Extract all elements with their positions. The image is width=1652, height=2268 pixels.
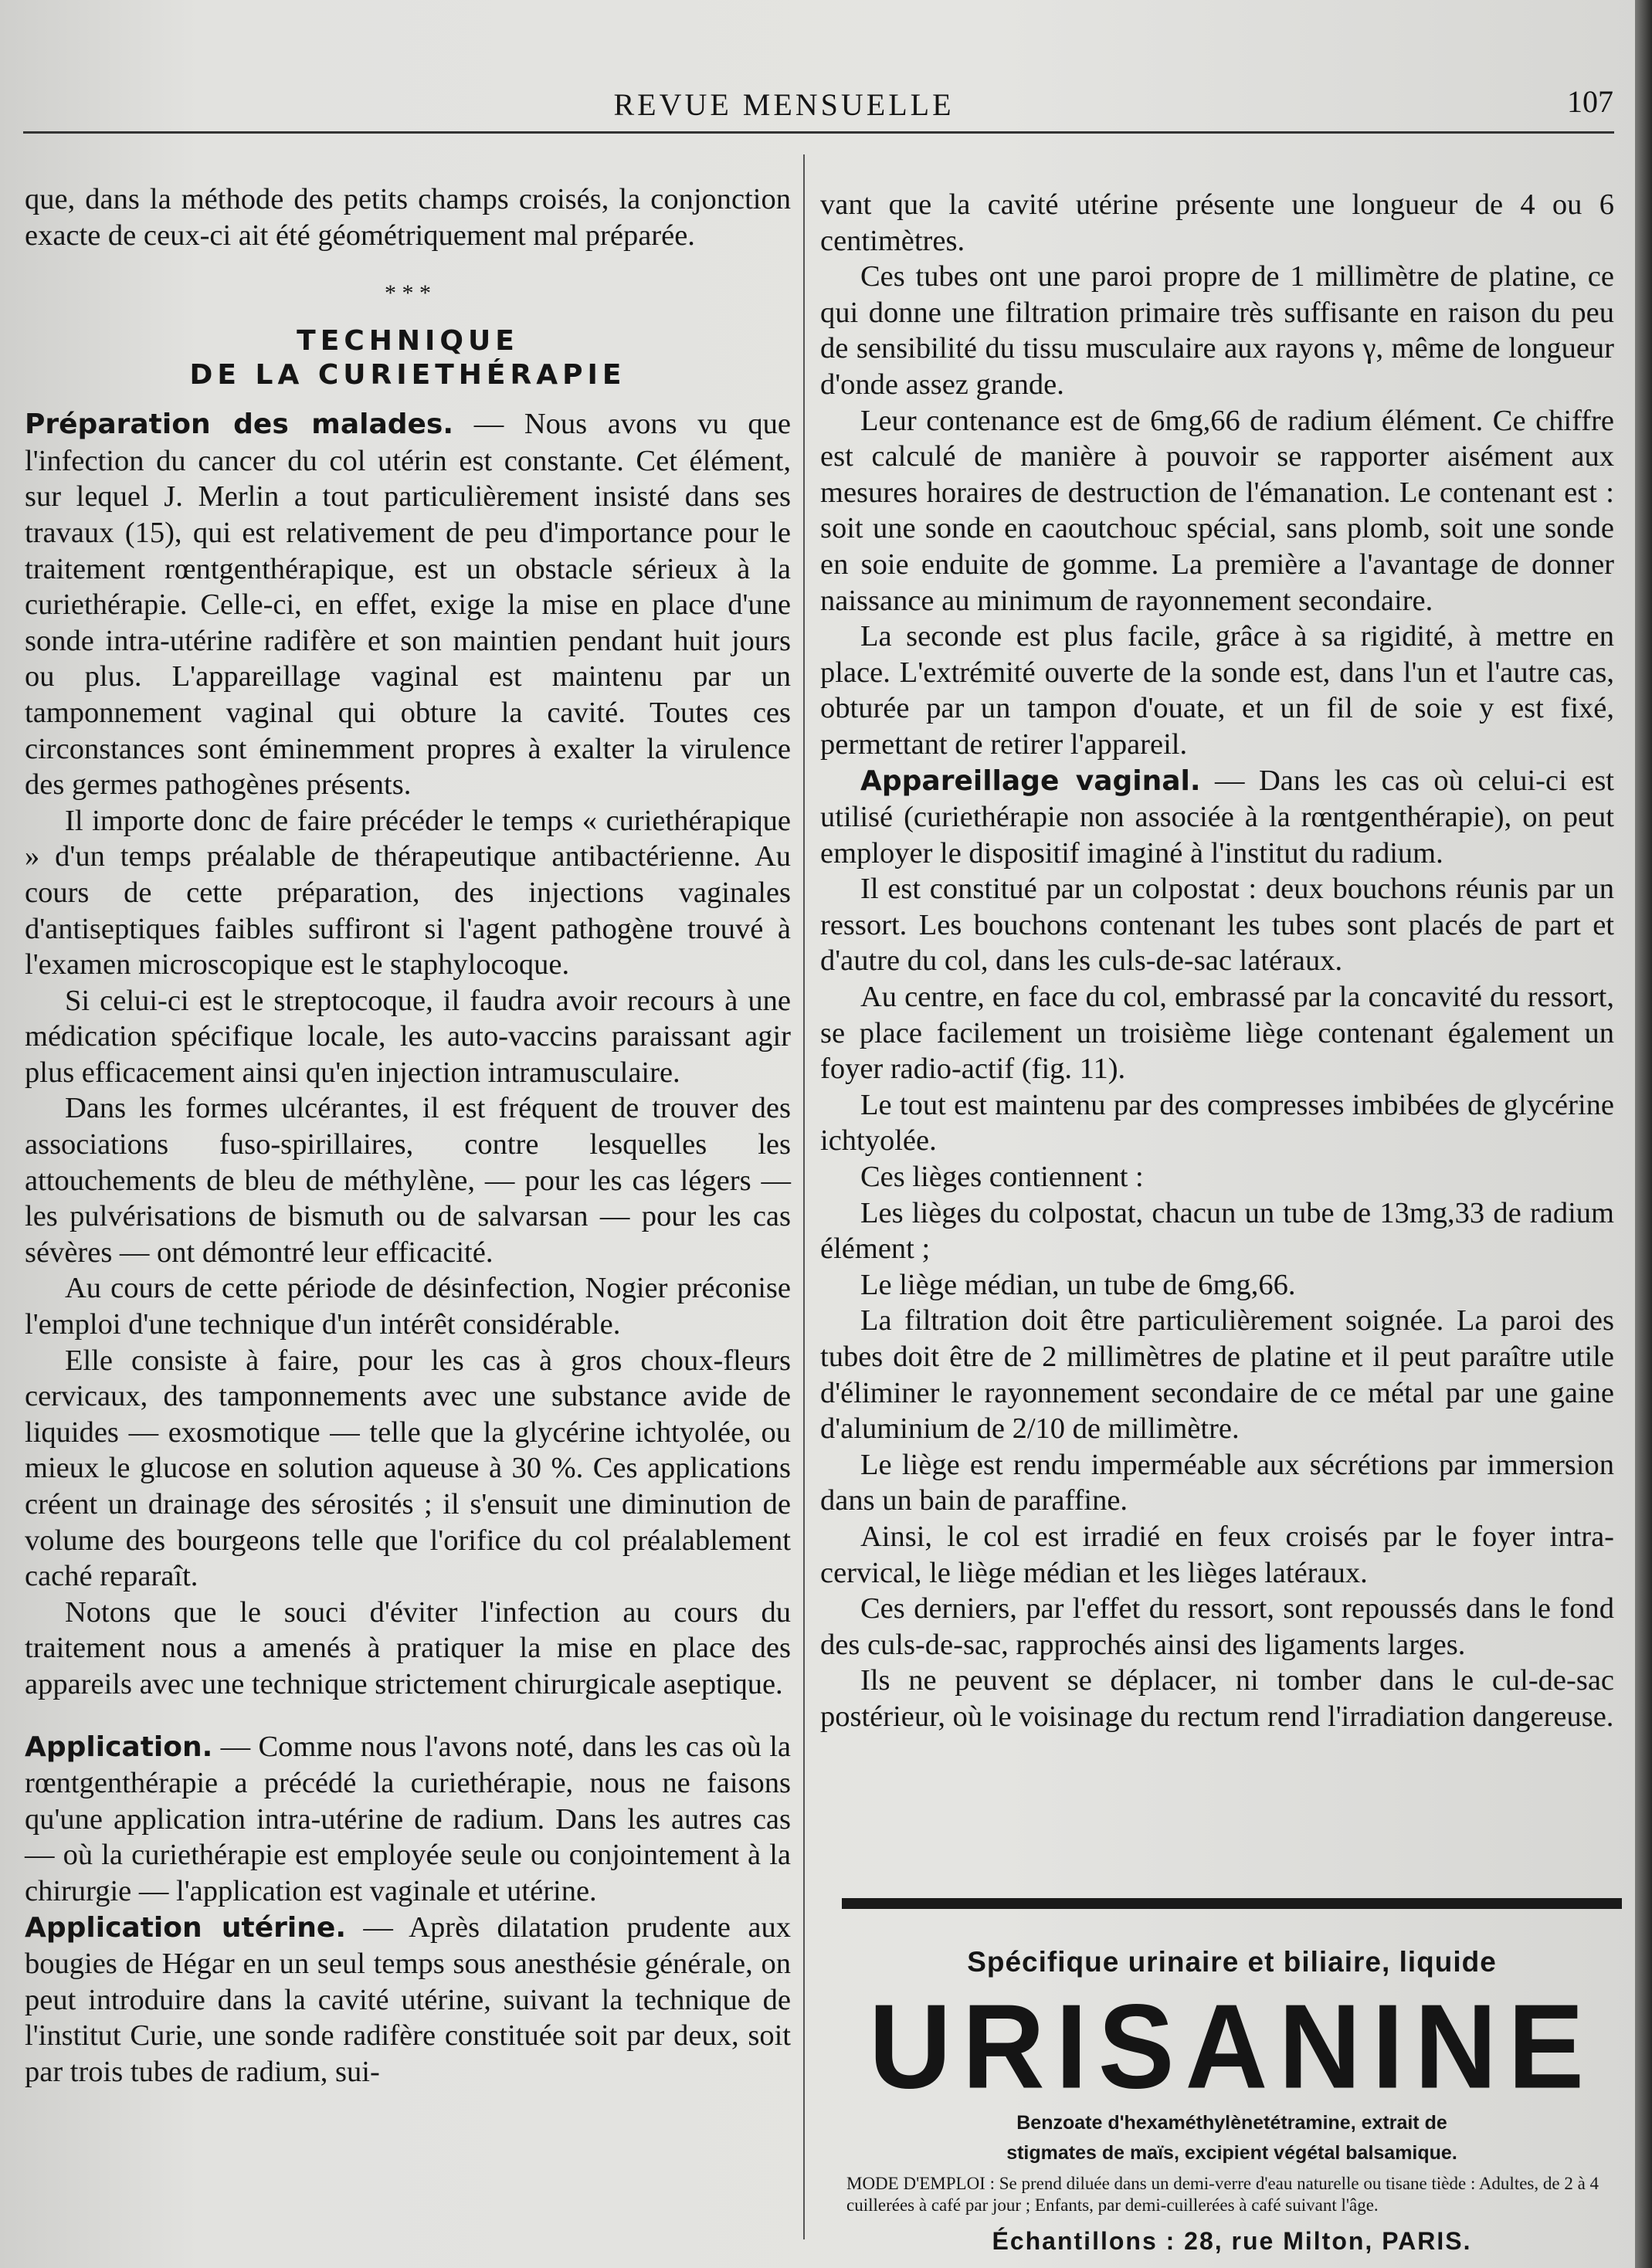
paragraph: Ils ne peuvent se déplacer, ni tomber dans le cul-de-sac postérieur, où le voisinage du rectum rend l'irradiation dangereuse.: [820, 1664, 1614, 1733]
ad-composition-line-2: stigmates de maïs, excipient végétal balsamique.: [1006, 2142, 1457, 2164]
right-column: [820, 187, 1614, 1735]
column-divider: [803, 154, 805, 2239]
paragraph: Elle consiste à faire, pour les cas à gros choux-fleurs cervicaux, des tamponnements avec une substance avide de liquides — exosmotique — telle que la glycérine ichtyolée, ou mieux le glucose en solution aqueuse à 30 %. Ces applications créent un drainage des sérosités ; il s'ensuit une diminution de volume des bourgeons telle que l'orifice du col préalablement caché reparaît.: [25, 1344, 791, 1593]
paragraph-text: — Après dilatation prudente aux bougies de Hégar en un seul temps sous anesthésie générale, on peut introduire dans la cavité utérine, suivant la technique de l'institut Curie, une sonde radifère constituée soit par deux, soit par trois tubes de radium, sui-: [25, 1910, 791, 2088]
subheading-appareillage-vaginal: Appareillage vaginal.: [860, 764, 1201, 797]
paragraph: Le liège médian, un tube de 6mg,66.: [860, 1268, 1296, 1301]
paragraph: vant que la cavité utérine présente une longueur de 4 ou 6 centimètres.: [820, 188, 1614, 257]
paragraph: Leur contenance est de 6mg,66 de radium élément. Ce chiffre est calculé de manière à pouvoir se rapporter aisément aux mesures horaires de destruction de l'émanation. Le contenant est : soit une sonde en caoutchouc spécial, sans plomb, soit une sonde en soie enduite de gomme. La première a l'avantage de donner naissance au minimum de rayonnement secondaire.: [820, 404, 1614, 617]
paragraph: Ces derniers, par l'effet du ressort, sont repoussés dans le fond des culs-de-sac, rapprochés ainsi des ligaments larges.: [820, 1592, 1614, 1661]
paragraph: Ainsi, le col est irradié en feux croisés par le foyer intra-cervical, le liège médian et les lièges latéraux.: [820, 1520, 1614, 1589]
section-title-line-2: DE LA CURIETHÉRAPIE: [189, 359, 626, 392]
paragraph-text: — Nous avons vu que l'infection du cancer du col utérin est constante. Cet élément, sur lequel J. Merlin a tout particulièrement insisté dans ses travaux (15), qui est relativement de peu d'importance pour le traitement rœntgenthérapique, est un obstacle sérieux à la curiethérapie. Celle-ci, en effet, exige la mise en place d'une sonde intra-utérine radifère et son maintien pendant huit jours ou plus. L'appareillage vaginal est maintenu par un tamponnement vaginal qui obture la cavité. Toutes ces circonstances sont éminemment propres à exalter la virulence des germes pathogènes présents.: [25, 408, 792, 802]
paragraph-text: — Comme nous l'avons noté, dans les cas où la rœntgenthérapie a précédé la curiethérapie, nous ne faisons qu'une application intra-utérine de radium. Dans les autres cas — où la curiethérapie est employée seule ou conjointement à la chirurgie — l'application est vaginale et utérine.: [25, 1730, 791, 1907]
paragraph: Il est constitué par un colpostat : deux bouchons réunis par un ressort. Les bouchons contenant les tubes sont placés de part et d'autre du col, dans les culs-de-sac latéraux.: [820, 873, 1614, 978]
ad-tagline: Spécifique urinaire et biliaire, liquide: [967, 1946, 1497, 1978]
spacer: [25, 1703, 791, 1729]
paragraph: que, dans la méthode des petits champs croisés, la conjonction exacte de ceux-ci ait été géométriquement mal préparée.: [25, 183, 791, 252]
left-column: [25, 181, 791, 2090]
paragraph-appareillage: [820, 763, 1614, 872]
paragraph-application: [25, 1729, 791, 1910]
paragraph: Dans les formes ulcérantes, il est fréquent de trouver des associations fuso-spirillaires, contre lesquelles les attouchements de bleu de méthylène, — pour les cas légers — les pulvérisations de bismuth ou de salvarsan — pour les cas sévères — ont démontré leur efficacité.: [25, 1092, 791, 1269]
subheading-application: Application.: [25, 1731, 213, 1763]
paragraph: Le tout est maintenu par des compresses imbibées de glycérine ichtyolée.: [820, 1088, 1614, 1158]
ad-brand-name: URISANINE: [868, 1979, 1596, 2114]
section-title-line-1: TECHNIQUE: [297, 325, 519, 358]
paragraph: Ces lièges contiennent :: [860, 1161, 1144, 1194]
paragraph-application-uterine: [25, 1910, 791, 2090]
binding-edge: [1635, 0, 1652, 2268]
paragraph: Notons que le souci d'éviter l'infection au cours du traitement nous a amenés à pratiquer la mise en place des appareils avec une technique strictement chirurgicale aseptique.: [25, 1595, 791, 1700]
paragraph-preparation: [25, 406, 791, 803]
paragraph: Ces tubes ont une paroi propre de 1 millimètre de platine, ce qui donne une filtration primaire très suffisante en raison du peu de sensibilité du tissu musculaire aux rayons γ, même de longueur d'onde assez grande.: [820, 260, 1614, 401]
spacer: [25, 392, 791, 406]
subheading-preparation: Préparation des malades.: [25, 409, 454, 441]
advertisement-top-rule: [842, 1898, 1622, 1909]
ad-composition-line-1: Benzoate d'hexaméthylènetétramine, extrait de: [1016, 2112, 1447, 2134]
paragraph: Les lièges du colpostat, chacun un tube de 13mg,33 de radium élément ;: [820, 1196, 1614, 1266]
paragraph-text: — Dans les cas où celui-ci est utilisé (curiethérapie non associée à la rœntgenthérapie), on peut employer le dispositif imaginé à l'institut du radium.: [820, 764, 1615, 870]
subheading-application-uterine: Application utérine.: [25, 1911, 346, 1944]
paragraph: Le liège est rendu imperméable aux sécrétions par immersion dans un bain de paraffine.: [820, 1448, 1614, 1517]
ad-usage-instructions: MODE D'EMPLOI : Se prend diluée dans un demi-verre d'eau naturelle ou tisane tiède : Adultes, de 2 à 4 cuillerées à café par jour ; Enfants, par demi-cuillerées à café suivant l'âge.: [846, 2174, 1599, 2215]
running-header-title: REVUE MENSUELLE: [613, 87, 955, 122]
header-rule: [23, 131, 1614, 134]
paragraph: Au cours de cette période de désinfection, Nogier préconise l'emploi d'une technique d'un intérêt considérable.: [25, 1272, 791, 1341]
paragraph: Il importe donc de faire précéder le temps « curiethérapique » d'un temps préalable de thérapeutique antibactérienne. Au cours de cette préparation, des injections vaginales d'antiseptiques faibles suffiront si l'agent pathogène trouvé à l'examen microscopique est le staphylocoque.: [25, 804, 791, 981]
paragraph: La seconde est plus facile, grâce à sa rigidité, à mettre en place. L'extrémité ouverte de la sonde est, dans l'un et l'autre cas, obturée par un tampon d'ouate, et un fil de soie y est fixé, permettant de retirer l'appareil.: [820, 620, 1614, 761]
paragraph: Si celui-ci est le streptocoque, il faudra avoir recours à une médication spécifique locale, les auto-vaccins paraissant agir plus efficacement ainsi qu'en injection intramusculaire.: [25, 984, 791, 1089]
advertisement-urisanine: [842, 1946, 1622, 2256]
page-number: 107: [1567, 84, 1613, 119]
paragraph: La filtration doit être particulièrement soignée. La paroi des tubes doit être de 2 millimètres de platine et il peut paraître utile d'éliminer le rayonnement secondaire de ce métal par une gaine d'aluminium de 2/10 de millimètre.: [820, 1304, 1614, 1446]
section-separator-stars: * * *: [385, 280, 431, 307]
paragraph: Au centre, en face du col, embrassé par la concavité du ressort, se place facilement un troisième liège contenant également un foyer radio-actif (fig. 11).: [820, 981, 1614, 1086]
ad-address: Échantillons : 28, rue Milton, PARIS.: [992, 2227, 1472, 2255]
